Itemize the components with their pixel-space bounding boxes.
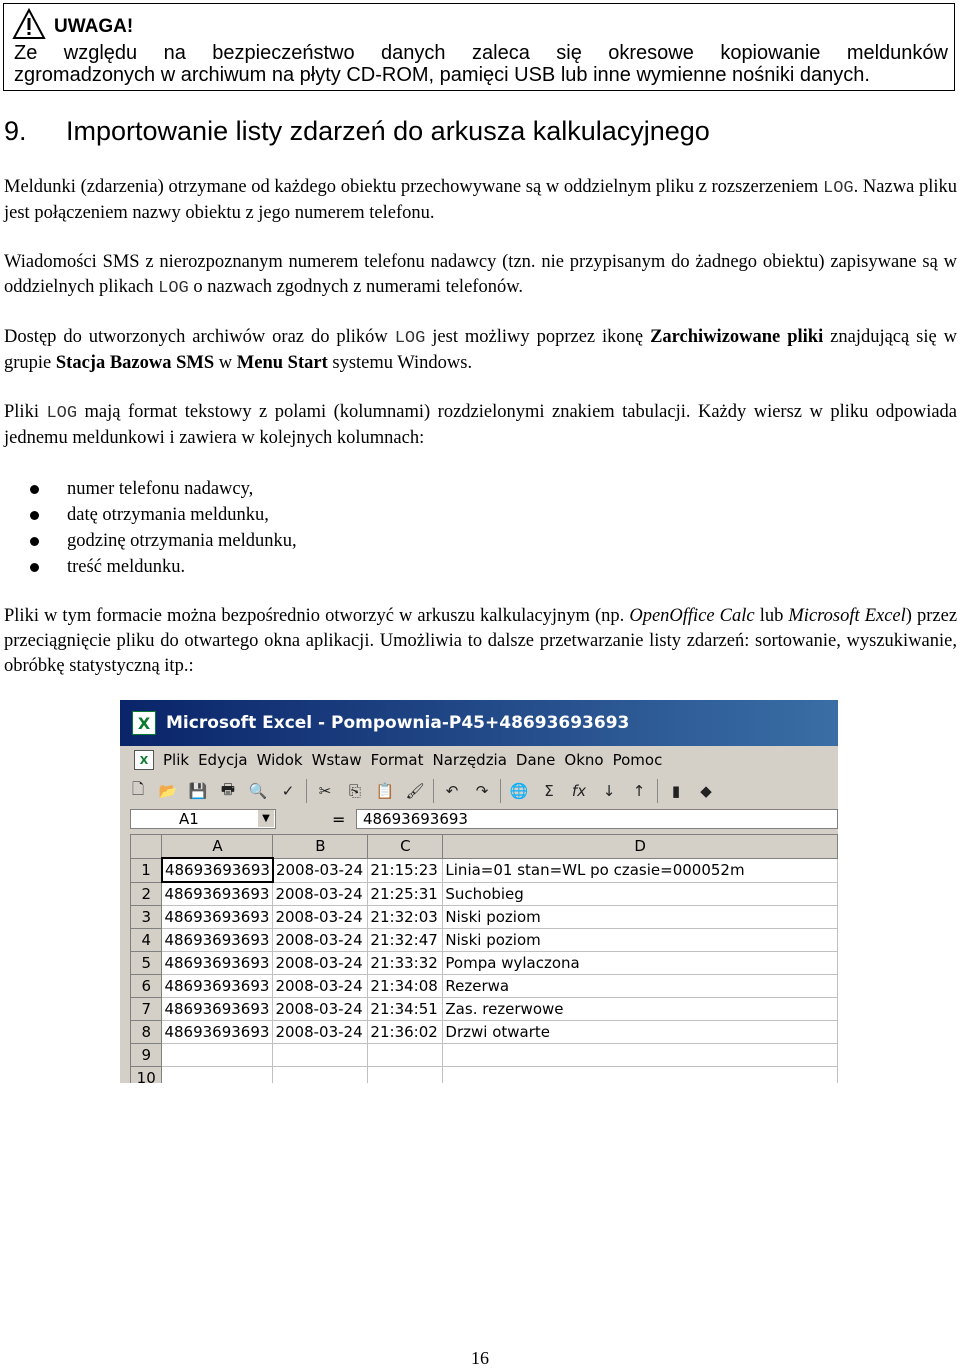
p3-text-d: w	[218, 353, 233, 373]
cell-a[interactable]: 48693693693	[162, 906, 273, 929]
p3-text-e: systemu Windows.	[332, 353, 473, 373]
cell-a[interactable]: 48693693693	[162, 929, 273, 952]
paste-icon[interactable]: 📋	[375, 782, 395, 800]
new-document-icon[interactable]: 🗋	[131, 779, 145, 798]
cell-b[interactable]	[273, 1044, 368, 1067]
cell-d[interactable]: Zas. rezerwowe	[443, 998, 838, 1021]
autosum-icon[interactable]: Σ	[544, 782, 554, 800]
cell-a[interactable]	[162, 1044, 273, 1067]
cell-a[interactable]	[162, 1067, 273, 1084]
column-header-row	[131, 835, 838, 859]
p3-bold-2: Stacja Bazowa SMS	[55, 353, 215, 373]
menu-format[interactable]: Format	[370, 751, 424, 769]
table-row	[131, 998, 838, 1021]
column-header-b[interactable]: B	[273, 835, 368, 859]
p5-italic-2: Microsoft Excel	[788, 606, 906, 626]
cell-b[interactable]: 2008-03-24	[273, 998, 368, 1021]
cut-icon[interactable]: ✂	[318, 782, 332, 800]
chevron-down-icon[interactable]: ▼	[258, 810, 274, 827]
excel-title-bar	[120, 700, 838, 746]
table-row	[131, 906, 838, 929]
cell-a[interactable]: 48693693693	[162, 1021, 273, 1044]
column-header-d[interactable]: D	[443, 835, 838, 859]
p4-code: LOG	[46, 404, 78, 423]
table-row	[131, 975, 838, 998]
bullet-list	[30, 476, 297, 580]
list-item	[30, 528, 297, 554]
column-header-a[interactable]: A	[162, 835, 273, 859]
p3-bold-1: Zarchiwizowane pliki	[650, 327, 824, 347]
cell-d[interactable]: Niski poziom	[443, 906, 838, 929]
table-row	[131, 1067, 838, 1084]
toolbar-separator	[500, 779, 501, 803]
section-title: Importowanie listy zdarzeń do arkusza kalkulacyjnego	[66, 116, 710, 146]
cell-c[interactable]: 21:33:32	[368, 952, 443, 975]
row-header[interactable]: 9	[131, 1044, 162, 1067]
row-header[interactable]: 5	[131, 952, 162, 975]
paragraph-2	[4, 250, 957, 301]
cell-b[interactable]: 2008-03-24	[273, 1021, 368, 1044]
cell-c[interactable]: 21:34:51	[368, 998, 443, 1021]
redo-icon[interactable]: ↷	[475, 782, 489, 800]
sort-ascending-icon[interactable]: ↓	[602, 782, 616, 800]
formula-input[interactable]: 48693693693	[356, 809, 838, 829]
cell-d[interactable]: Linia=01 stan=WL po czasie=000052m	[443, 858, 838, 882]
warning-header	[12, 8, 133, 40]
drawing-icon[interactable]: ◆	[700, 782, 712, 800]
p3-text-b: jest możliwy poprzez ikonę	[432, 327, 644, 347]
cell-d[interactable]: Suchobieg	[443, 882, 838, 906]
toolbar-separator	[657, 779, 658, 803]
row-header[interactable]: 3	[131, 906, 162, 929]
cell-c[interactable]	[368, 1067, 443, 1084]
p2-text-a: Wiadomości SMS z nierozpoznanym numerem telefonu nadawcy (tzn. nie przypisanym do żadnego obiektu) zapisywane są w oddzielnych plikach	[4, 252, 957, 297]
p5-text-b: lub	[759, 606, 784, 626]
page-number: 16	[471, 1348, 489, 1368]
cell-a[interactable]: 48693693693	[162, 998, 273, 1021]
bullet-icon	[30, 485, 39, 494]
row-header[interactable]: 1	[131, 858, 162, 882]
print-icon[interactable]: 🖶	[220, 779, 236, 798]
cell-c[interactable]: 21:15:23	[368, 858, 443, 882]
sort-descending-icon[interactable]: ↑	[632, 782, 646, 800]
list-item-label: datę otrzymania meldunku,	[67, 505, 269, 525]
row-header[interactable]: 10	[131, 1067, 162, 1084]
cell-b[interactable]: 2008-03-24	[273, 906, 368, 929]
warning-line-1: Ze względu na bezpieczeństwo danych zaleca się okresowe kopiowanie meldunków	[14, 42, 948, 64]
formula-bar	[120, 808, 838, 832]
print-preview-icon[interactable]: 🔍	[248, 782, 268, 800]
excel-window-title: Microsoft Excel - Pompownia-P45+48693693693	[166, 713, 630, 733]
p5-italic-1: OpenOffice Calc	[629, 606, 755, 626]
list-item-label: numer telefonu nadawcy,	[67, 479, 254, 499]
cell-b[interactable]: 2008-03-24	[273, 882, 368, 906]
cell-c[interactable]: 21:32:47	[368, 929, 443, 952]
menu-dane[interactable]: Dane	[515, 751, 556, 769]
p1-text-b: . Nazwa pliku jest połączeniem nazwy obiektu z jego numerem telefonu.	[4, 177, 957, 223]
row-header[interactable]: 2	[131, 882, 162, 906]
undo-icon[interactable]: ↶	[445, 782, 459, 800]
chart-wizard-icon[interactable]: ▮	[671, 782, 681, 800]
name-box[interactable]: A1	[130, 809, 276, 829]
table-row	[131, 858, 838, 882]
cell-b[interactable]	[273, 1067, 368, 1084]
menu-okno[interactable]: Okno	[564, 751, 604, 769]
p5-text-a: Pliki w tym formacie można bezpośrednio otworzyć w arkuszu kalkulacyjnym (np.	[4, 606, 625, 626]
excel-toolbar	[120, 774, 838, 808]
function-icon[interactable]: fx	[571, 782, 587, 800]
workbook-icon[interactable]: X	[134, 750, 154, 770]
bullet-icon	[30, 563, 39, 572]
cell-c[interactable]: 21:36:02	[368, 1021, 443, 1044]
table-row	[131, 929, 838, 952]
excel-menu-bar	[120, 746, 838, 774]
table-row	[131, 1021, 838, 1044]
cell-d[interactable]: Niski poziom	[443, 929, 838, 952]
menu-narzedzia[interactable]: Narzędzia	[432, 751, 507, 769]
cell-a[interactable]: 48693693693	[162, 858, 273, 882]
p2-text-b: o nazwach zgodnych z numerami telefonów.	[193, 277, 523, 297]
p3-code: LOG	[394, 329, 426, 348]
p4-text-a: Pliki	[4, 402, 39, 422]
warning-title: UWAGA!	[54, 16, 134, 37]
cell-a[interactable]: 48693693693	[162, 952, 273, 975]
cell-d[interactable]: Drzwi otwarte	[443, 1021, 838, 1044]
cell-b[interactable]: 2008-03-24	[273, 929, 368, 952]
copy-icon[interactable]: ⎘	[348, 782, 361, 800]
formula-equals: =	[332, 810, 346, 829]
table-row	[131, 1044, 838, 1067]
menu-pomoc[interactable]: Pomoc	[612, 751, 663, 769]
list-item-label: treść meldunku.	[67, 557, 186, 577]
cell-c[interactable]	[368, 1044, 443, 1067]
select-all-corner[interactable]	[131, 835, 162, 859]
list-item	[30, 554, 297, 580]
table-row	[131, 952, 838, 975]
menu-edycja[interactable]: Edycja	[198, 751, 248, 769]
section-number: 9.	[4, 116, 27, 146]
p5-text-c: ) przez przeciągnięcie pliku do otwartego okna aplikacji. Umożliwia to dalsze przetwarzanie listy zdarzeń: sortowanie, wyszukiwanie, obróbkę statystyczną itp.:	[4, 606, 958, 676]
spreadsheet-grid	[130, 834, 838, 1083]
p3-text-a: Dostęp do utworzonych archiwów oraz do plików	[4, 327, 388, 347]
menu-wstaw[interactable]: Wstaw	[311, 751, 362, 769]
cell-c[interactable]: 21:34:08	[368, 975, 443, 998]
p1-code: LOG	[823, 179, 854, 198]
list-item	[30, 502, 297, 528]
grid-body	[131, 858, 838, 1083]
cell-b[interactable]: 2008-03-24	[273, 952, 368, 975]
hyperlink-icon[interactable]: 🌐	[509, 782, 529, 800]
warning-box	[3, 3, 955, 91]
menu-widok[interactable]: Widok	[256, 751, 303, 769]
paragraph-1	[4, 175, 957, 226]
paragraph-5	[4, 604, 957, 679]
table-row	[131, 882, 838, 906]
list-item-label: godzinę otrzymania meldunku,	[67, 531, 297, 551]
format-painter-icon[interactable]: 🖌	[405, 782, 425, 800]
row-header[interactable]: 4	[131, 929, 162, 952]
p3-bold-3: Menu Start	[236, 353, 328, 373]
cell-d[interactable]: Pompa wylaczona	[443, 952, 838, 975]
toolbar-separator	[433, 779, 434, 803]
excel-logo-icon: X	[132, 711, 156, 735]
list-item	[30, 476, 297, 502]
spelling-icon[interactable]: ✓	[281, 782, 295, 800]
cell-a[interactable]: 48693693693	[162, 975, 273, 998]
bullet-icon	[30, 537, 39, 546]
paragraph-3	[4, 325, 957, 376]
row-header[interactable]: 6	[131, 975, 162, 998]
row-header[interactable]: 7	[131, 998, 162, 1021]
cell-c[interactable]: 21:25:31	[368, 882, 443, 906]
cell-d[interactable]	[443, 1044, 838, 1067]
cell-b[interactable]: 2008-03-24	[273, 975, 368, 998]
menu-plik[interactable]: Plik	[163, 751, 190, 769]
cell-a[interactable]: 48693693693	[162, 882, 273, 906]
open-folder-icon[interactable]: 📂	[158, 782, 178, 800]
section-heading	[4, 116, 710, 147]
cell-d[interactable]	[443, 1067, 838, 1084]
paragraph-4	[4, 400, 957, 451]
excel-screenshot	[120, 700, 838, 1083]
bullet-icon	[30, 511, 39, 520]
p4-text-b: mają format tekstowy z polami (kolumnami) rozdzielonymi znakiem tabulacji. Każdy wiersz w pliku odpowiada jednemu meldunkowi i zawiera w kolejnych kolumnach:	[4, 402, 958, 448]
toolbar-separator	[306, 779, 307, 803]
cell-c[interactable]: 21:32:03	[368, 906, 443, 929]
save-icon[interactable]: 💾	[188, 782, 208, 800]
cell-d[interactable]: Rezerwa	[443, 975, 838, 998]
cell-b[interactable]: 2008-03-24	[273, 858, 368, 882]
column-header-c[interactable]: C	[368, 835, 443, 859]
warning-text	[14, 42, 948, 86]
p1-text-a: Meldunki (zdarzenia) otrzymane od każdego obiektu przechowywane są w oddzielnym pliku z rozszerzeniem	[4, 177, 819, 197]
p2-code: LOG	[158, 279, 189, 298]
warning-triangle-icon	[12, 8, 46, 40]
p3-text-c: znajdującą się w grupie	[4, 327, 958, 373]
row-header[interactable]: 8	[131, 1021, 162, 1044]
warning-line-2: zgromadzonych w archiwum na płyty CD-ROM, pamięci USB lub inne wymienne nośniki danych.	[14, 64, 870, 86]
